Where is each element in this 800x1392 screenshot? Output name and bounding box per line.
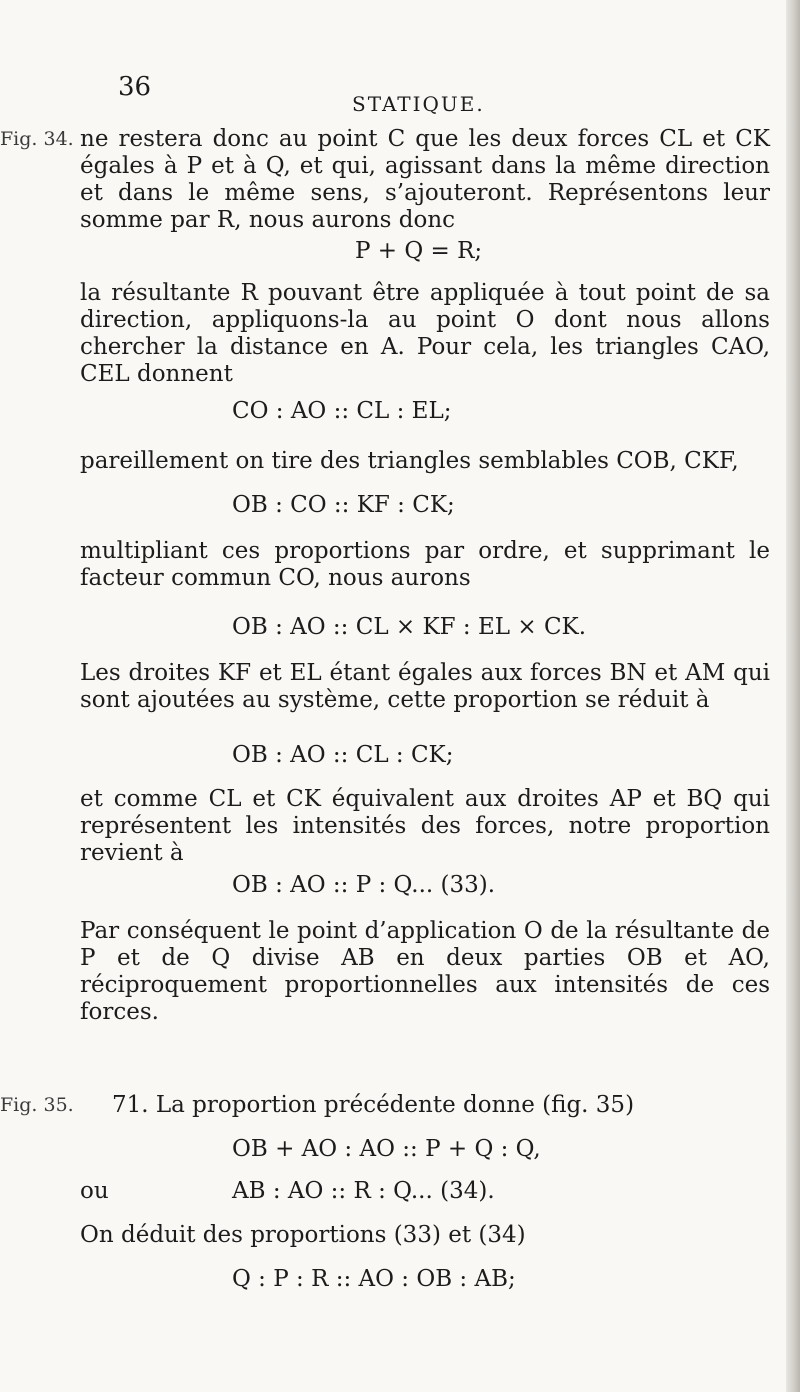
paragraph-6: et comme CL et CK équivalent aux droites AP et BQ qui représentent les intensités des forces, notre proportion revient à xyxy=(80,786,770,866)
paragraph-1: ne restera donc au point C que les deux forces CL et CK égales à P et à Q, et qui, agissant dans la même direction et dans le même sens, s’ajouteront. Représentons leur somme par R, nous aurons donc xyxy=(80,126,770,233)
conjunction-ou: ou xyxy=(80,1178,109,1204)
section-71-intro: 71. La proportion précédente donne (fig. 35) xyxy=(112,1092,635,1118)
proportion-final: Q : P : R :: AO : OB : AB; xyxy=(232,1266,516,1292)
proportion-reduced: OB : AO :: CL : CK; xyxy=(232,742,454,768)
paragraph-3: pareillement on tire des triangles semblables COB, CKF, xyxy=(80,448,739,474)
equation-sum: P + Q = R; xyxy=(355,238,483,264)
paragraph-5: Les droites KF et EL étant égales aux forces BN et AM qui sont ajoutées au système, cette proportion se réduit à xyxy=(80,660,770,713)
proportion-cob-ckf: OB : CO :: KF : CK; xyxy=(232,492,455,518)
paragraph-7: Par conséquent le point d’application O de la résultante de P et de Q divise AB en deux parties OB et AO, réciproquement proportionnelles aux intensités de ces forces. xyxy=(80,918,770,1025)
paragraph-2: la résultante R pouvant être appliquée à tout point de sa direction, appliquons-la au point O dont nous allons chercher la distance en A. Pour cela, les triangles CAO, CEL donnent xyxy=(80,280,770,387)
paragraph-4: multipliant ces proportions par ordre, et supprimant le facteur commun CO, nous aurons xyxy=(80,538,770,591)
proportion-34: AB : AO :: R : Q... (34). xyxy=(232,1178,495,1204)
proportion-cao-cel: CO : AO :: CL : EL; xyxy=(232,398,452,424)
proportion-33: OB : AO :: P : Q... (33). xyxy=(232,872,496,898)
figure-reference-34: Fig. 34. xyxy=(0,128,74,150)
proportion-sum: OB + AO : AO :: P + Q : Q, xyxy=(232,1136,541,1162)
running-title: STATIQUE. xyxy=(352,92,485,116)
binding-edge xyxy=(786,0,800,1392)
page-number: 36 xyxy=(118,72,152,102)
proportion-product: OB : AO :: CL × KF : EL × CK. xyxy=(232,614,587,640)
figure-reference-35: Fig. 35. xyxy=(0,1094,74,1116)
deduction-sentence: On déduit des proportions (33) et (34) xyxy=(80,1222,526,1248)
